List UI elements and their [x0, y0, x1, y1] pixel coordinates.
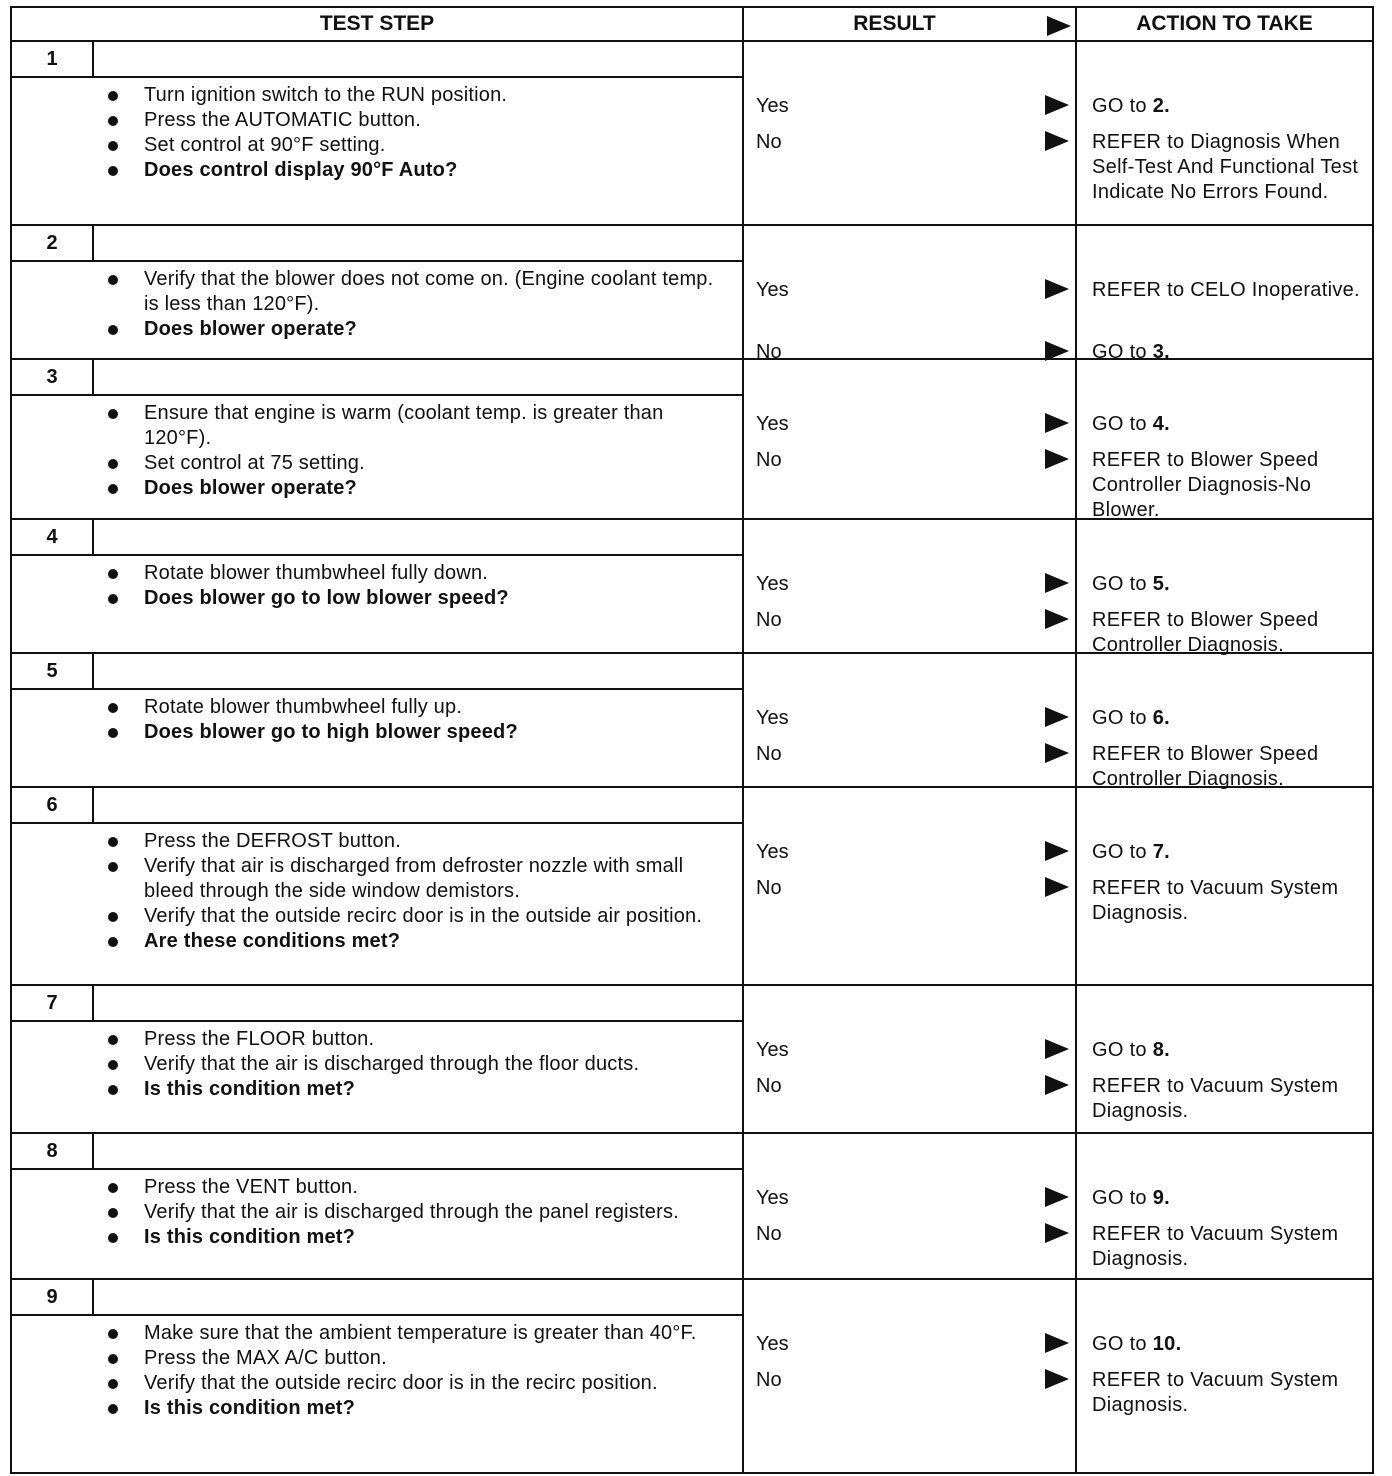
step-question: Does blower operate?	[104, 476, 722, 501]
test-step-cell	[12, 986, 744, 1132]
step-item: Press the MAX A/C button.	[104, 1346, 722, 1371]
action-no	[1092, 1222, 1364, 1272]
result-cell	[744, 1134, 1077, 1278]
step-body	[12, 1170, 742, 1278]
step-number: 2	[12, 226, 94, 260]
action-no	[1092, 876, 1364, 926]
action-yes-step: 9.	[1152, 1187, 1170, 1209]
result-yes: Yes	[756, 573, 789, 595]
test-step-row	[12, 226, 1372, 363]
step-item: Verify that the air is discharged through the panel registers.	[104, 1200, 722, 1225]
action-yes-text: GO to	[1092, 95, 1153, 117]
step-question: Is this condition met?	[104, 1225, 722, 1250]
step-body	[12, 690, 742, 786]
header-result	[744, 8, 1077, 40]
action-cell	[1077, 520, 1372, 656]
action-cell	[1077, 654, 1372, 790]
step-number: 3	[12, 360, 94, 394]
result-cell	[744, 788, 1077, 984]
step-body	[12, 1316, 742, 1472]
action-yes-step: 10.	[1152, 1333, 1182, 1355]
action-yes-text: GO to	[1092, 1333, 1153, 1355]
step-number: 1	[12, 42, 94, 76]
step-number-row	[12, 1280, 742, 1316]
step-item: Press the FLOOR button.	[104, 1027, 722, 1052]
action-yes-step: 7.	[1152, 841, 1170, 863]
action-cell	[1077, 360, 1372, 521]
step-body	[12, 1022, 742, 1132]
result-no: No	[756, 877, 782, 899]
action-yes-step: 8.	[1152, 1039, 1170, 1061]
step-body	[12, 78, 742, 224]
result-cell	[744, 360, 1077, 518]
action-yes-text: GO to	[1092, 841, 1153, 863]
action-yes	[1092, 412, 1364, 437]
action-cell	[1077, 788, 1372, 984]
step-number: 5	[12, 654, 94, 688]
step-number-row	[12, 520, 742, 556]
arrow-icon	[1045, 841, 1069, 861]
test-step-row	[12, 654, 1372, 788]
action-no	[1092, 130, 1364, 205]
test-step-row	[12, 520, 1372, 654]
action-yes-step: 4.	[1152, 413, 1170, 435]
test-step-row	[12, 360, 1372, 520]
step-item: Set control at 90°F setting.	[104, 133, 722, 158]
action-yes	[1092, 706, 1364, 731]
action-yes	[1092, 94, 1364, 119]
arrow-icon	[1045, 449, 1069, 469]
test-step-cell	[12, 226, 744, 358]
result-cell	[744, 1280, 1077, 1472]
step-body	[12, 262, 742, 358]
result-cell	[744, 42, 1077, 224]
result-no: No	[756, 609, 782, 631]
step-question: Does blower go to low blower speed?	[104, 586, 722, 611]
action-no	[1092, 1074, 1364, 1124]
step-number-row	[12, 360, 742, 396]
test-step-cell	[12, 1280, 744, 1472]
step-item: Verify that the outside recirc door is in the outside air position.	[104, 904, 722, 929]
header-test-step: TEST STEP	[12, 8, 744, 40]
action-yes-text: GO to	[1092, 1187, 1153, 1209]
test-step-cell	[12, 654, 744, 786]
result-no: No	[756, 1369, 782, 1391]
arrow-icon	[1045, 1075, 1069, 1095]
action-yes	[1092, 572, 1364, 597]
result-yes: Yes	[756, 95, 789, 117]
test-step-cell	[12, 520, 744, 652]
step-body	[12, 396, 742, 518]
step-item: Set control at 75 setting.	[104, 451, 722, 476]
arrow-icon	[1045, 1187, 1069, 1207]
arrow-icon	[1045, 1039, 1069, 1059]
arrow-icon	[1045, 707, 1069, 727]
result-cell	[744, 226, 1077, 363]
test-step-row	[12, 986, 1372, 1134]
table-header	[12, 8, 1372, 42]
action-cell	[1077, 986, 1372, 1132]
test-step-row	[12, 1280, 1372, 1472]
step-number-row	[12, 1134, 742, 1170]
step-question: Does blower operate?	[104, 317, 722, 342]
action-no-text: REFER to Blower Speed Controller Diagnosis.	[1092, 609, 1319, 656]
step-item: Press the DEFROST button.	[104, 829, 722, 854]
header-result-label: RESULT	[853, 12, 936, 35]
arrow-icon	[1045, 279, 1069, 299]
result-yes: Yes	[756, 1039, 789, 1061]
step-question: Is this condition met?	[104, 1396, 722, 1421]
result-no: No	[756, 131, 782, 153]
test-step-row	[12, 42, 1372, 226]
action-cell	[1077, 1134, 1372, 1278]
action-yes	[1092, 1038, 1364, 1063]
arrow-icon	[1045, 341, 1069, 361]
result-no: No	[756, 341, 782, 363]
step-number: 7	[12, 986, 94, 1020]
step-item: Rotate blower thumbwheel fully down.	[104, 561, 722, 586]
result-cell	[744, 520, 1077, 652]
result-yes: Yes	[756, 841, 789, 863]
step-question: Are these conditions met?	[104, 929, 722, 954]
step-item: Verify that the outside recirc door is in the recirc position.	[104, 1371, 722, 1396]
result-no: No	[756, 1223, 782, 1245]
arrow-icon	[1045, 413, 1069, 433]
action-yes-step: 2.	[1152, 95, 1170, 117]
action-yes-text: REFER to CELO Inoperative.	[1092, 279, 1360, 301]
test-step-cell	[12, 788, 744, 984]
arrow-icon	[1045, 1223, 1069, 1243]
arrow-icon	[1045, 1333, 1069, 1353]
step-number: 6	[12, 788, 94, 822]
result-yes: Yes	[756, 1187, 789, 1209]
action-no-text: REFER to Blower Speed Controller Diagnosis.	[1092, 743, 1319, 790]
arrow-icon	[1045, 877, 1069, 897]
test-step-row	[12, 788, 1372, 986]
action-no-text: GO to	[1092, 341, 1153, 363]
action-no-text: REFER to Blower Speed Controller Diagnosis-No Blower.	[1092, 449, 1319, 521]
result-no: No	[756, 449, 782, 471]
step-item: Verify that air is discharged from defroster nozzle with small bleed through the side window demistors.	[104, 854, 722, 904]
result-yes: Yes	[756, 413, 789, 435]
step-number-row	[12, 788, 742, 824]
arrow-icon	[1045, 95, 1069, 115]
step-item: Press the AUTOMATIC button.	[104, 108, 722, 133]
action-yes-text: GO to	[1092, 1039, 1153, 1061]
header-action: ACTION TO TAKE	[1136, 12, 1313, 35]
arrow-icon	[1045, 131, 1069, 151]
result-cell	[744, 654, 1077, 786]
step-number-row	[12, 42, 742, 78]
step-body	[12, 824, 742, 984]
test-step-cell	[12, 360, 744, 518]
result-cell	[744, 986, 1077, 1132]
action-cell	[1077, 1280, 1372, 1472]
action-no	[1092, 608, 1364, 658]
action-no	[1092, 1368, 1364, 1418]
step-item: Verify that the blower does not come on. (Engine coolant temp. is less than 120°F).	[104, 267, 722, 317]
action-yes-text: GO to	[1092, 707, 1153, 729]
step-number-row	[12, 986, 742, 1022]
action-yes	[1092, 840, 1364, 865]
step-item: Press the VENT button.	[104, 1175, 722, 1200]
arrow-icon	[1045, 1369, 1069, 1389]
step-number-row	[12, 654, 742, 690]
test-step-cell	[12, 42, 744, 224]
action-yes	[1092, 1186, 1364, 1211]
step-item: Verify that the air is discharged through the floor ducts.	[104, 1052, 722, 1077]
action-cell	[1077, 226, 1372, 363]
arrow-icon	[1045, 743, 1069, 763]
arrow-icon	[1045, 573, 1069, 593]
result-yes: Yes	[756, 279, 789, 301]
result-yes: Yes	[756, 1333, 789, 1355]
action-no-step: 3.	[1152, 341, 1170, 363]
steps-container	[12, 42, 1372, 1472]
step-number: 4	[12, 520, 94, 554]
result-no: No	[756, 1075, 782, 1097]
action-no	[1092, 742, 1364, 792]
test-step-row	[12, 1134, 1372, 1280]
step-item: Make sure that the ambient temperature is greater than 40°F.	[104, 1321, 722, 1346]
step-number-row	[12, 226, 742, 262]
arrow-icon	[1045, 609, 1069, 629]
action-yes	[1092, 1332, 1364, 1357]
step-number: 8	[12, 1134, 94, 1168]
step-question: Does blower go to high blower speed?	[104, 720, 722, 745]
result-no: No	[756, 743, 782, 765]
step-item: Ensure that engine is warm (coolant temp. is greater than 120°F).	[104, 401, 722, 451]
action-yes	[1092, 278, 1364, 303]
action-no-text: REFER to Vacuum System Diagnosis.	[1092, 877, 1339, 924]
action-yes-text: GO to	[1092, 573, 1153, 595]
action-yes-step: 5.	[1152, 573, 1170, 595]
result-yes: Yes	[756, 707, 789, 729]
diagnostic-table	[10, 6, 1374, 1474]
step-item: Rotate blower thumbwheel fully up.	[104, 695, 722, 720]
action-no-text: REFER to Vacuum System Diagnosis.	[1092, 1075, 1339, 1122]
action-cell	[1077, 42, 1372, 224]
action-no	[1092, 448, 1364, 523]
step-body	[12, 556, 742, 652]
step-item: Turn ignition switch to the RUN position.	[104, 83, 722, 108]
action-yes-text: GO to	[1092, 413, 1153, 435]
action-no-text: REFER to Diagnosis When Self-Test And Functional Test Indicate No Errors Found.	[1092, 131, 1359, 203]
step-question: Is this condition met?	[104, 1077, 722, 1102]
test-step-cell	[12, 1134, 744, 1278]
arrow-icon	[1047, 16, 1071, 36]
step-question: Does control display 90°F Auto?	[104, 158, 722, 183]
action-no-text: REFER to Vacuum System Diagnosis.	[1092, 1223, 1339, 1270]
action-yes-step: 6.	[1152, 707, 1170, 729]
step-number: 9	[12, 1280, 94, 1314]
action-no-text: REFER to Vacuum System Diagnosis.	[1092, 1369, 1339, 1416]
